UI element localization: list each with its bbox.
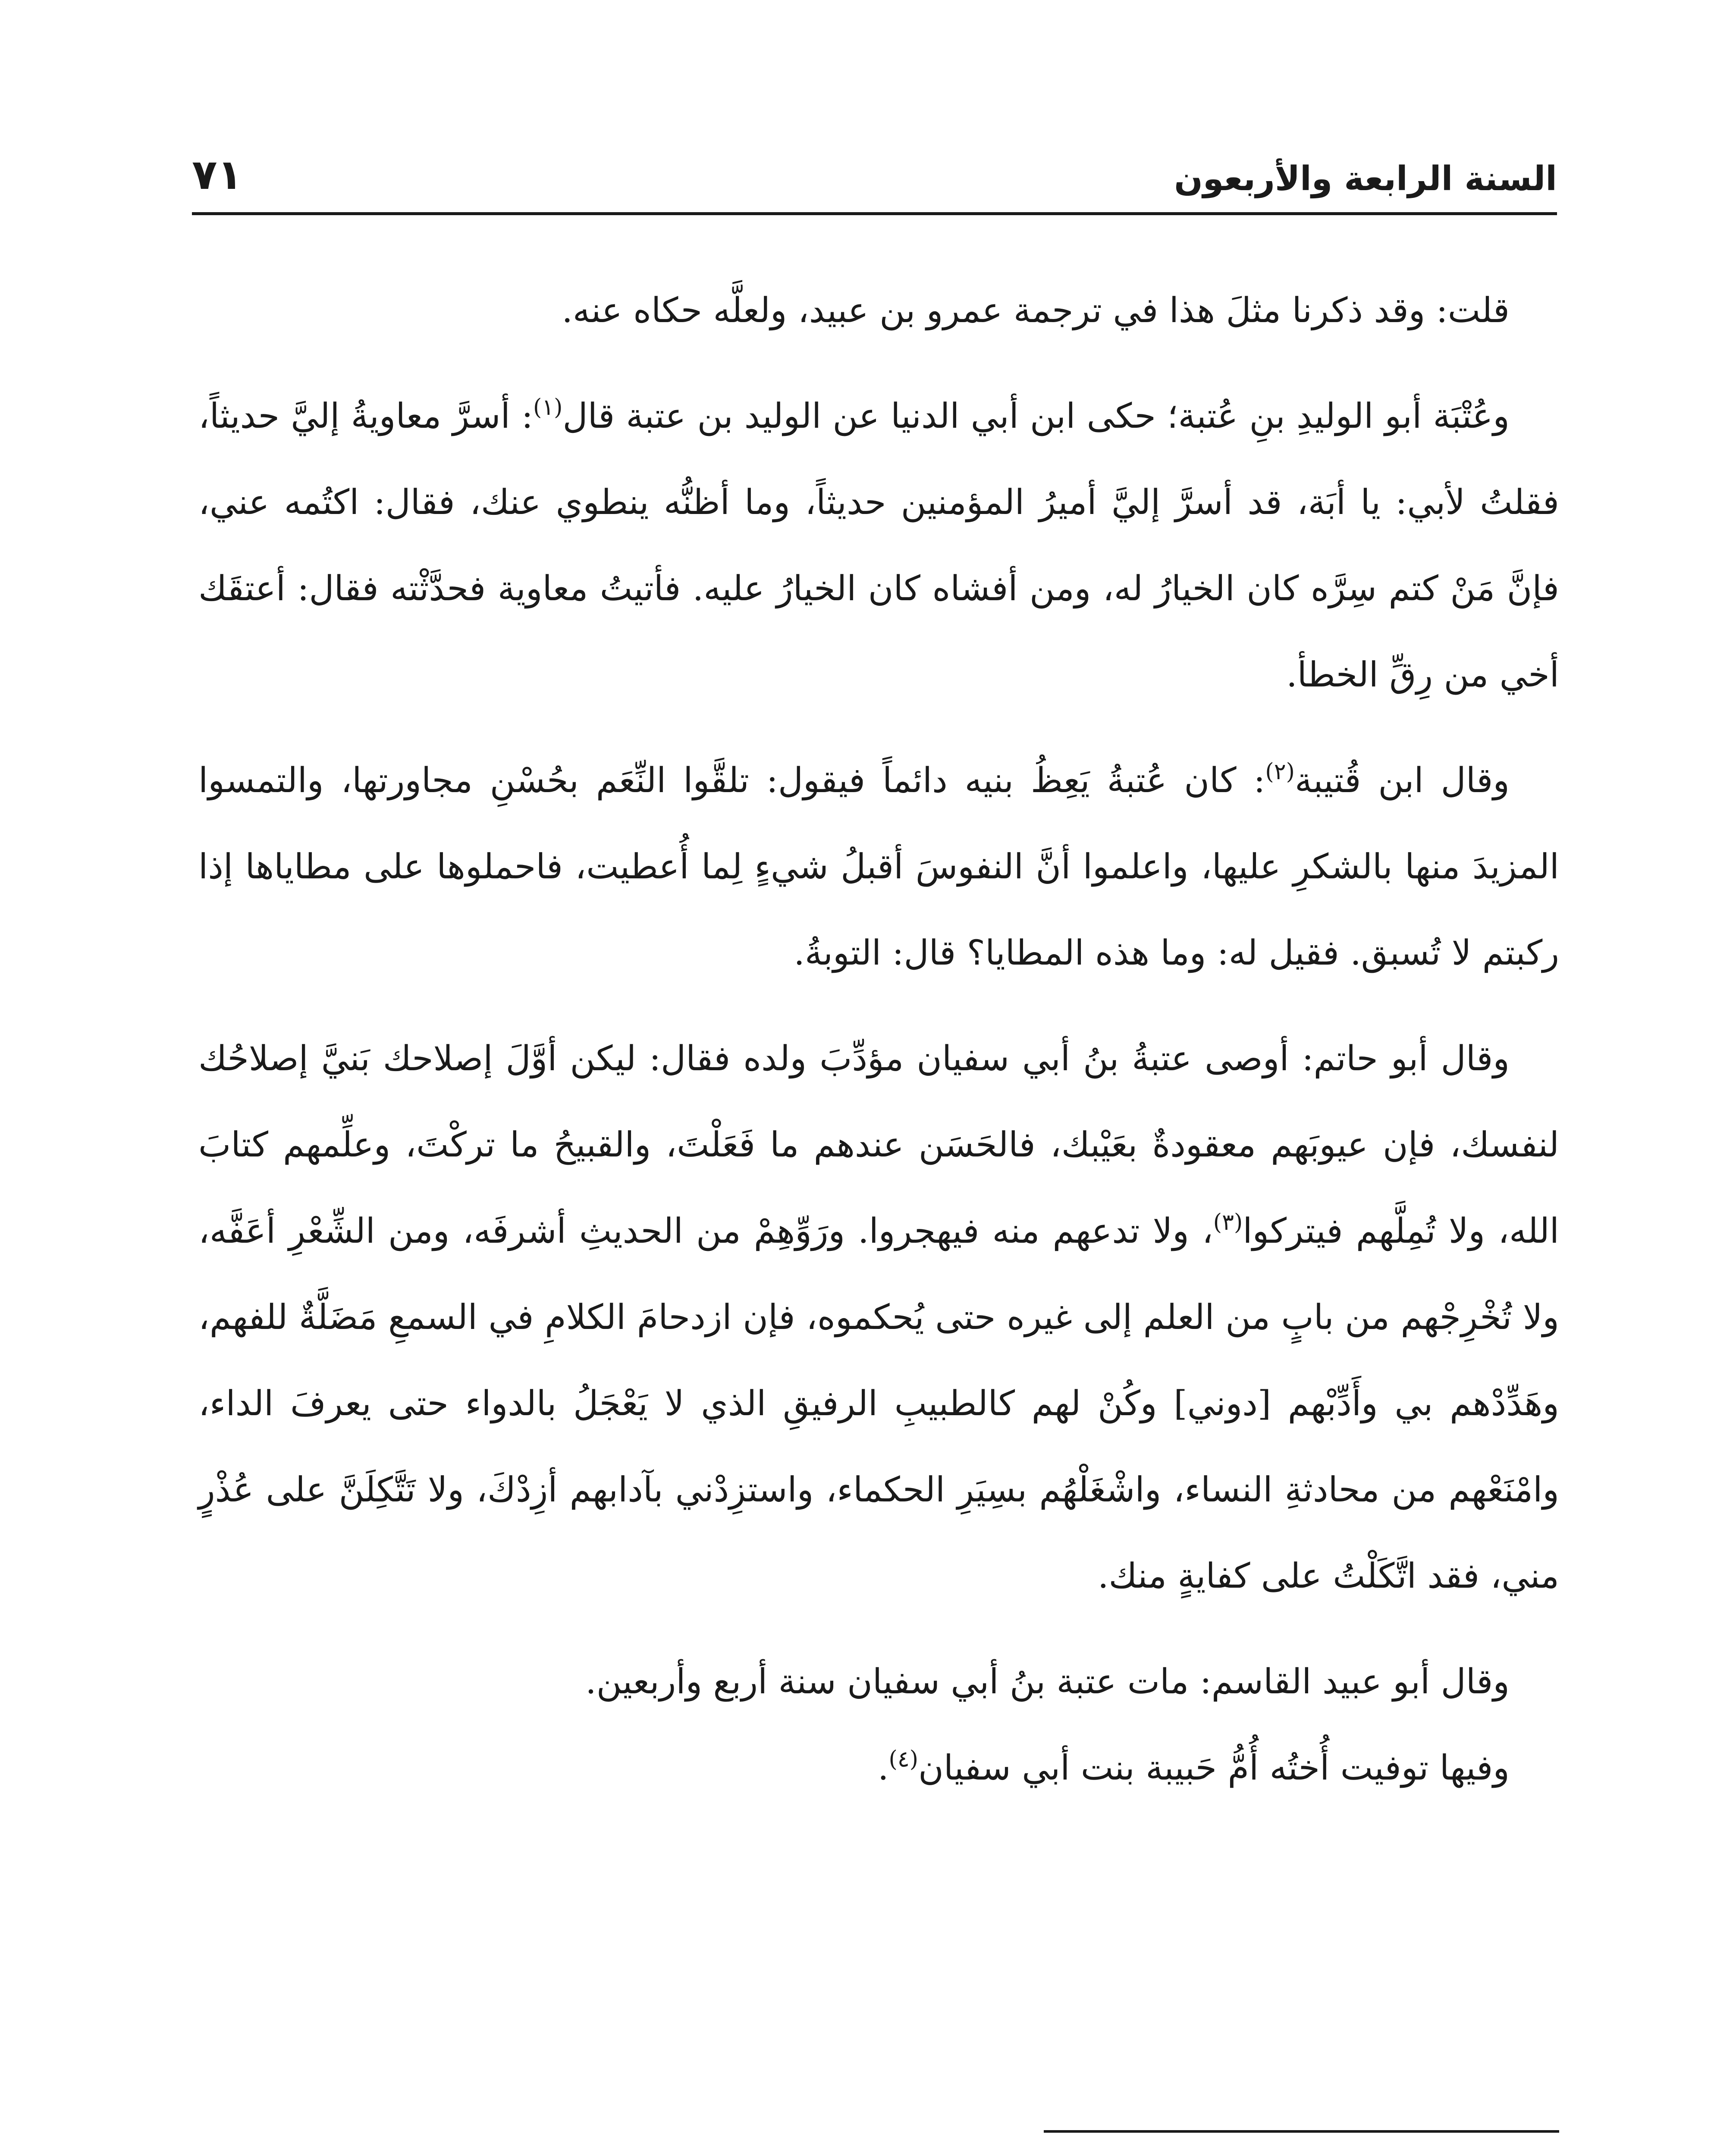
paragraph-3 [198,737,1559,996]
paragraph-text: وقال ابن قُتيبة [1294,760,1510,800]
paragraph-text: : أسرَّ معاويةُ إليَّ حديثاً، فقلتُ لأبي: يا أبَة، قد أسرَّ إليَّ أميرُ المؤمنين حديثاً، وما أظنُّه ينطوي عنك، فقال: اكتُمه عني، فإنَّ مَنْ كتم سِرَّه كان الخيارُ له، ومن أفشاه كان الخيارُ عليه. فأتيتُ معاوية فحدَّثْته فقال: أعتقَك أخي من رِقِّ الخطأ. [198,396,1559,695]
paragraph-text: . [878,1748,889,1788]
page-number: ٧١ [192,150,243,199]
header-divider [192,212,1557,215]
paragraph-text: ، ولا تدعهم منه فيهجروا. ورَوِّهِمْ من الحديثِ أشرفَه، ومن الشِّعْرِ أعَفَّه، ولا تُخْرِجْهم من بابٍ من العلم إلى غيره حتى يُحكموه، فإن ازدحامَ الكلامِ في السمعِ مَضَلَّةٌ للفهم، وهَدِّدْهم بي وأَدِّبْهم [دوني] وكُنْ لهم كالطبيبِ الرفيقِ الذي لا يَعْجَلُ بالدواء حتى يعرفَ الداء، وامْنَعْهم من محادثةِ النساء، واشْغَلْهُم بسِيَرِ الحكماء، واستزِدْني بآدابهم أزِدْكَ، ولا تَتَّكِلَنَّ على عُذْرٍ مني، فقد اتَّكَلْتُ على كفايةٍ منك. [198,1211,1560,1596]
paragraph-text: وعُتْبَة أبو الوليدِ بنِ عُتبة؛ حكى ابن أبي الدنيا عن الوليد بن عتبة قال [562,396,1510,436]
footnote-marker: (٢) [1265,759,1295,785]
footnote-divider [1044,2130,1559,2133]
footnote-marker: (٤) [888,1746,919,1772]
paragraph-4 [198,1015,1559,1619]
paragraph-6 [198,1725,1559,1811]
paragraph-text: وقال أبو حاتم: أوصى عتبةُ بنُ أبي سفيان مؤدِّبَ ولده فقال: ليكن أوَّلَ إصلاحك بَنيَّ إصلاحُك لنفسك، فإن عيوبَهم معقودةٌ بعَيْبك، فالحَسَن عندهم ما فَعَلْتَ، والقبيحُ ما تركْتَ، وعلِّمهم كتابَ الله، ولا تُمِلَّهم فيتركوا [198,1038,1559,1251]
paragraph-text: : كان عُتبةُ يَعِظُ بنيه دائماً فيقول: تلقَّوا النِّعَم بحُسْنِ مجاورتها، والتمسوا المزيدَ منها بالشكرِ عليها، واعلموا أنَّ النفوسَ أقبلُ شيءٍ لِما أُعطيت، فاحملوها على مطاياها إذا ركبتم لا تُسبق. فقيل له: وما هذه المطايا؟ قال: التوبةُ. [198,760,1559,973]
paragraph-2 [198,373,1559,718]
chapter-title: السنة الرابعة والأربعون [1174,160,1557,198]
footnote-marker: (١) [533,395,563,420]
paragraph-text: وفيها توفيت أُختُه أُمُّ حَبيبة بنت أبي سفيان [918,1748,1510,1788]
paragraph-1: قلت: وقد ذكرنا مثلَ هذا في ترجمة عمرو بن عبيد، ولعلَّه حكاه عنه. [562,290,1510,330]
paragraph-5: وقال أبو عبيد القاسم: مات عتبة بنُ أبي سفيان سنة أربع وأربعين. [585,1661,1510,1702]
footnote-marker: (٣) [1213,1210,1243,1235]
main-text [198,267,1559,1830]
running-header [192,142,1557,211]
